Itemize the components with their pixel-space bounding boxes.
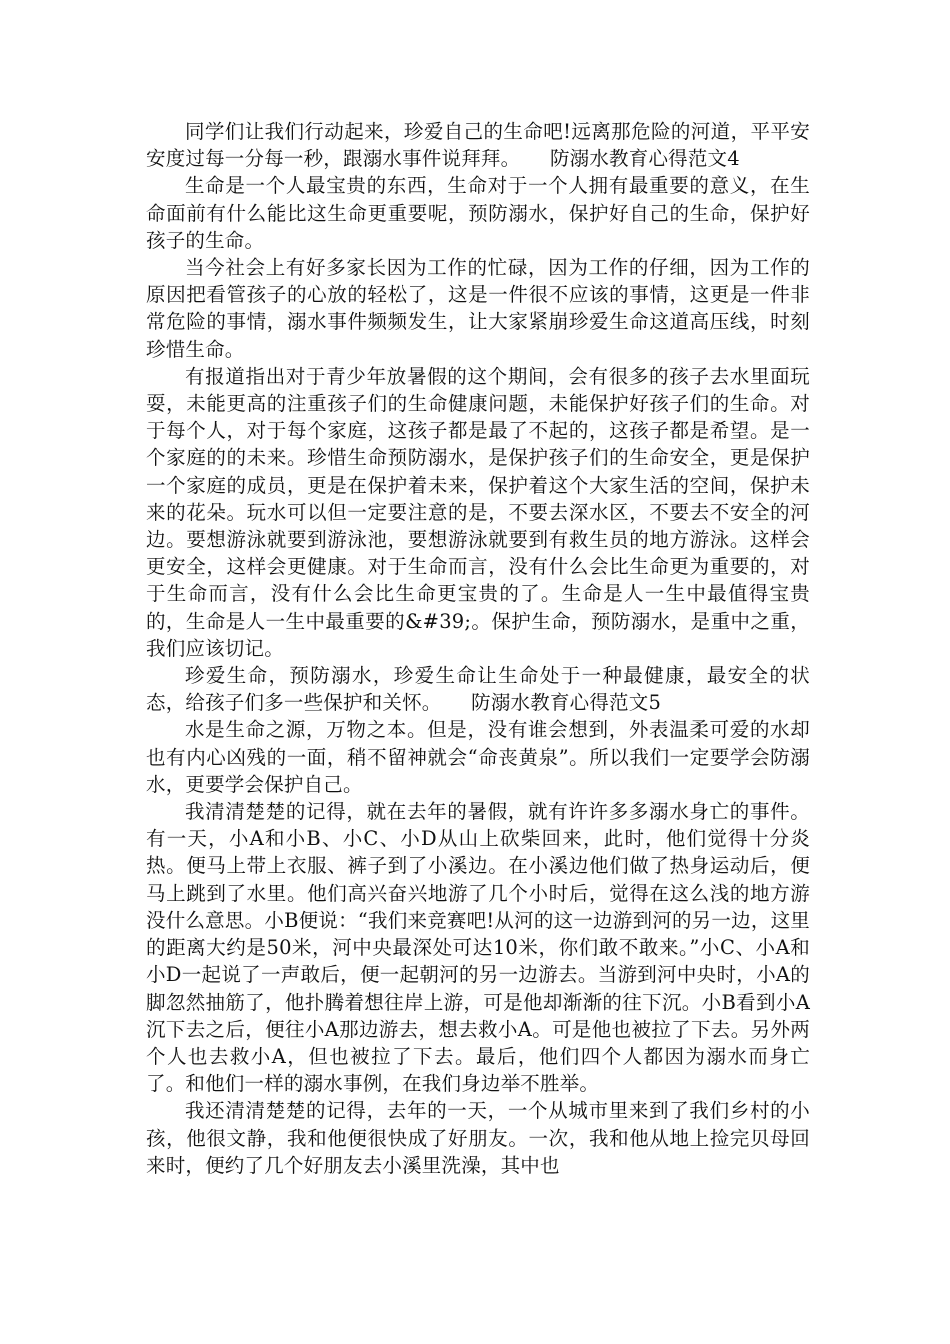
paragraph-2: 生命是一个人最宝贵的东西，生命对于一个人拥有最重要的意义，在生命面前有什么能比这生命更重要呢，预防溺水，保护好自己的生命，保护好孩子的生命。 bbox=[146, 174, 810, 252]
paragraph-8: 我还清清楚楚的记得，去年的一天，一个从城市里来到了我们乡村的小孩，他很文静，我和他便很快成了好朋友。一次，我和他从地上捡完贝母回来时，便约了几个好朋友去小溪里洗澡，其中也 bbox=[146, 1099, 810, 1177]
paragraph-3: 当今社会上有好多家长因为工作的忙碌，因为工作的仔细，因为工作的原因把看管孩子的心放的轻松了，这是一件很不应该的事情，这更是一件非常危险的事情，溺水事件频频发生，让大家紧崩珍爱生命这道高压线，时刻珍惜生命。 bbox=[146, 256, 810, 361]
paragraph-6: 水是生命之源，万物之本。但是，没有谁会想到，外表温柔可爱的水却也有内心凶残的一面，稍不留神就会“命丧黄泉”。所以我们一定要学会防溺水，更要学会保护自己。 bbox=[146, 718, 810, 796]
paragraph-7: 我清清楚楚的记得，就在去年的暑假，就有许许多多溺水身亡的事件。有一天，小A和小B、小C、小D从山上砍柴回来，此时，他们觉得十分炎热。便马上带上衣服、裤子到了小溪边。在小溪边他们做了热身运动后，便马上跳到了水里。他们高兴奋兴地游了几个小时后，觉得在这么浅的地方游没什么意思。小B便说：“我们来竞赛吧!从河的这一边游到河的另一边，这里的距离大约是50米，河中央最深处可达10米，你们敢不敢来。”小C、小A和小D一起说了一声敢后，便一起朝河的另一边游去。当游到河中央时，小A的脚忽然抽筋了，他扑腾着想往岸上游，可是他却渐渐的往下沉。小B看到小A沉下去之后，便往小A那边游去，想去救小A。可是他也被拉了下去。另外两个人也去救小A，但也被拉了下去。最后，他们四个人都因为溺水而身亡了。和他们一样的溺水事例，在我们身边举不胜举。 bbox=[146, 800, 810, 1096]
paragraph-5: 珍爱生命，预防溺水，珍爱生命让生命处于一种最健康，最安全的状态，给孩子们多一些保护和关怀。 防溺水教育心得范文5 bbox=[146, 664, 810, 715]
paragraph-1: 同学们让我们行动起来，珍爱自己的生命吧!远离那危险的河道，平平安安度过每一分每一秒，跟溺水事件说拜拜。 防溺水教育心得范文4 bbox=[146, 120, 810, 171]
paragraph-4: 有报道指出对于青少年放暑假的这个期间，会有很多的孩子去水里面玩耍，未能更高的注重孩子们的生命健康问题，未能保护好孩子们的生命。对于每个人，对于每个家庭，这孩子都是最了不起的，这孩子都是希望。是一个家庭的的未来。珍惜生命预防溺水，是保护孩子们的生命安全，更是保护一个家庭的成员，更是在保护着未来，保护着这个大家生活的空间，保护未来的花朵。玩水可以但一定要注意的是，不要去深水区，不要去不安全的河边。要想游泳就要到游泳池，要想游泳就要到有救生员的地方游泳。这样会更安全，这样会更健康。对于生命而言，没有什么会比生命更为重要的，对于生命而言，没有什么会比生命更宝贵的了。生命是人一生中最值得宝贵的，生命是人一生中最重要的&#39;。保护生命，预防溺水，是重中之重，我们应该切记。 bbox=[146, 364, 810, 660]
document-body bbox=[146, 118, 810, 1179]
